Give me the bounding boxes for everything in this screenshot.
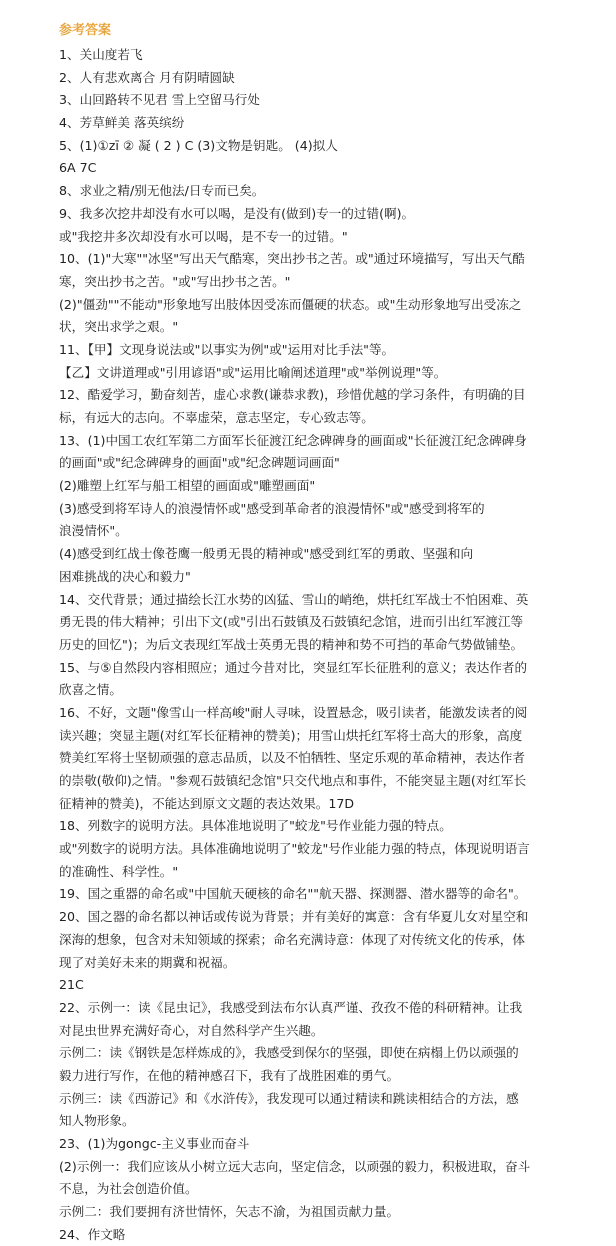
answer-line: 的准确性、科学性。" xyxy=(59,863,179,879)
answer-line: 12、酷爱学习，勤奋刻苦，虚心求教(谦恭求教)，珍惜优越的学习条件，有明确的目 xyxy=(59,387,526,403)
answer-list xyxy=(59,44,610,1246)
answer-line: 20、国之器的命名都以神话或传说为背景；并有美好的寓意：含有华夏儿女对星空和 xyxy=(59,909,529,925)
answer-line: 毅力进行写作，在他的精神感召下，我有了战胜困难的勇气。 xyxy=(59,1067,400,1083)
answer-line: 或"我挖井多次却没有水可以喝，是不专一的过错。" xyxy=(59,228,348,244)
answer-line: 深海的想象，包含对未知领域的探索；命名充满诗意：体现了对传统文化的传承，体 xyxy=(59,931,525,947)
answer-line: 3、山回路转不见君 雪上空留马行处 xyxy=(59,92,260,108)
answer-line: 19、国之重器的命名或"中国航天硬核的命名""航天器、探测器、潜水器等的命名"。 xyxy=(59,886,527,902)
answer-line: 赞美红军将士坚韧顽强的意志品质，以及不怕牺牲、坚定乐观的革命精神，表达作者 xyxy=(59,750,525,766)
answer-line: 示例三：读《西游记》和《水浒传》，我发现可以通过精读和跳读相结合的方法，感 xyxy=(59,1090,519,1106)
answer-line: 21C xyxy=(59,977,84,993)
answer-line: 18、列数字的说明方法。具体准地说明了"蛟龙"号作业能力强的特点。 xyxy=(59,818,452,834)
answer-line: 16、不好，文题"像雪山一样高峻"耐人寻味，设置悬念，吸引读者，能激发读者的阅 xyxy=(59,704,528,720)
answer-line: 5、(1)①zī ② 凝 ( 2 ) C (3)文物是钥匙。 (4)拟人 xyxy=(59,137,338,153)
document-title: 参考答案 xyxy=(59,23,112,38)
answer-line: 勇无畏的伟大精神；引出下文(或"引出石鼓镇及石鼓镇纪念馆，进而引出红军渡江等 xyxy=(59,614,524,630)
answer-line: 11、【甲】文现身说法或"以事实为例"或"运用对比手法"等。 xyxy=(59,341,395,357)
answer-line: 23、(1)为gongc-主义事业而奋斗 xyxy=(59,1136,250,1151)
answer-line: 的崇敬(敬仰)之情。"参观石鼓镇纪念馆"只交代地点和事件，不能突显主题(对红军长 xyxy=(59,773,527,788)
answer-line: 的画面"或"纪念碑碑身的画面"或"纪念碑题词画面" xyxy=(59,455,340,471)
answer-line: 24、作文略 xyxy=(59,1226,126,1242)
answer-line: 知人物形象。 xyxy=(59,1113,135,1129)
answer-line: 15、与⑤自然段内容相照应；通过今昔对比，突显红军长征胜利的意义；表达作者的 xyxy=(59,659,528,675)
answer-line: 8、求业之精/别无他法/日专而已矣。 xyxy=(59,183,265,199)
answer-line: 标，有远大的志向。不辜虚荣，意志坚定，专心致志等。 xyxy=(59,410,374,425)
answer-line: 10、(1)"大寒""冰坚"写出天气酷寒，突出抄书之苦。或"通过环境描写，写出天气酷 xyxy=(59,251,525,267)
answer-line: (2)雕塑上红军与船工相望的画面或"雕塑画面" xyxy=(59,478,316,494)
answer-line: 不息，为社会创造价值。 xyxy=(59,1181,198,1197)
answer-line: 征精神的赞美)，不能达到原文文题的表达效果。17D xyxy=(59,795,355,811)
answer-line: 读兴趣；突显主题(对红军长征精神的赞美)；用雪山烘托红军将士高大的形象，高度 xyxy=(59,727,523,743)
answer-line: 4、芳草鲜美 落英缤纷 xyxy=(59,115,185,131)
answer-line: 示例二：我们要拥有济世情怀，矢志不渝，为祖国贡献力量。 xyxy=(59,1204,400,1220)
answer-line: 困难挑战的决心和毅力" xyxy=(59,568,191,584)
answer-line: 现了对美好未来的期冀和祝福。 xyxy=(59,954,236,970)
answer-line: 历史的回忆")；为后文表现红军战士英勇无畏的精神和势不可挡的革命气势做铺垫。 xyxy=(59,636,524,652)
answer-line: 示例二：读《钢铁是怎样炼成的》，我感受到保尔的坚强，即使在病榻上仍以顽强的 xyxy=(59,1045,519,1061)
answer-line: 【乙】文讲道理或"引用谚语"或"运用比喻阐述道理"或"举例说理"等。 xyxy=(59,364,447,380)
answer-line: 22、示例一：读《昆虫记》，我感受到法布尔认真严谨、孜孜不倦的科研精神。让我 xyxy=(59,999,523,1015)
answer-line: 2、人有悲欢离合 月有阴晴圆缺 xyxy=(59,69,235,85)
answer-line: 13、(1)中国工农红军第二方面军长征渡江纪念碑碑身的画面或"长征渡江纪念碑碑身 xyxy=(59,432,527,448)
answer-line: 6A 7C xyxy=(59,160,97,176)
answer-line: 或"列数字的说明方法。具体准确地说明了"蛟龙"号作业能力强的特点，体现说明语言 xyxy=(59,841,530,857)
answer-line: 14、交代背景；通过描绘长江水势的凶猛、雪山的峭绝，烘托红军战士不怕困难、英 xyxy=(59,591,529,607)
answer-line: 欣喜之情。 xyxy=(59,682,122,698)
answer-line: 1、关山度若飞 xyxy=(59,47,143,62)
answer-line: (2)示例一：我们应该从小树立远大志向，坚定信念，以顽强的毅力，积极进取，奋斗 xyxy=(59,1158,531,1174)
answer-line: (3)感受到将军诗人的浪漫情怀或"感受到革命者的浪漫情怀"或"感受到将军的 xyxy=(59,500,485,516)
answer-line: 状，突出求学之艰。" xyxy=(59,319,179,335)
answer-line: 9、我多次挖井却没有水可以喝，是没有(做到)专一的过错(啊)。 xyxy=(59,205,415,221)
answer-line: 浪漫情怀"。 xyxy=(59,523,128,539)
answer-line: 寒，突出抄书之苦。"或"写出抄书之苦。" xyxy=(59,273,291,289)
answer-line: (2)"僵劲""不能动"形象地写出肢体因受冻而僵硬的状态。或"生动形象地写出受冻之 xyxy=(59,296,522,312)
answer-line: (4)感受到红战士像苍鹰一般勇无畏的精神或"感受到红军的勇敢、坚强和向 xyxy=(59,546,474,562)
answer-line: 对昆虫世界充满好奇心，对自然科学产生兴趣。 xyxy=(59,1022,324,1038)
